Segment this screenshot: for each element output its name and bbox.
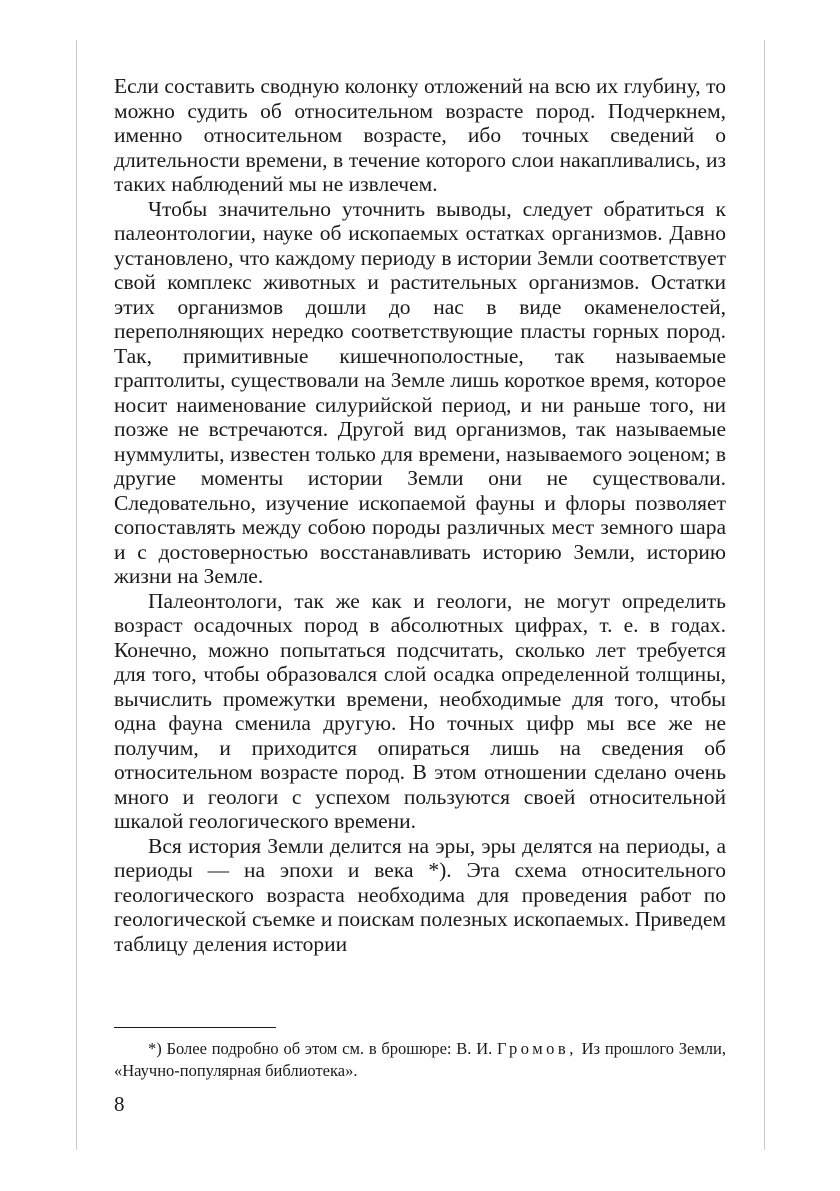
paragraph-3: Палеонтологи, так же как и геологи, не могут определить возраст осадочных пород в абсолютных цифрах, т. е. в годах. Конечно, можно попытаться подсчитать, сколько лет требуется для того, чтобы образовался слой осадка определенной толщины, вычислить промежутки времени, необходимые для того, чтобы одна фауна сменила другую. Но точных цифр мы все же не получим, и приходится опираться лишь на сведения об относительном возрасте пород. В этом отношении сделано очень много и геологи с успехом пользуются своей относительной шкалой геологического времени. (114, 588, 726, 833)
left-margin-rule (76, 40, 77, 1150)
paragraph-2: Чтобы значительно уточнить выводы, следует обратиться к палеонтологии, науке об ископаемых остатках организмов. Давно установлено, что каждому периоду в истории Земли соответствует свой комплекс животных и растительных организмов. Остатки этих организмов дошли до нас в виде окаменелостей, переполняющих нередко соответствующие пласты горных пород. Так, примитивные кишечнополостные, так называемые граптолиты, существовали на Земле лишь короткое время, которое носит наименование силурийской период, и ни раньше того, ни позже не встречаются. Другой вид организмов, так называемые нуммулиты, известен только для времени, называемого эоценом; в другие моменты истории Земли они не существовали. Следовательно, изучение ископаемой фауны и флоры позволяет сопоставлять между собою породы различных мест земного шара и с достоверностью восстанавливать историю Земли, историю жизни на Земле. (114, 196, 726, 588)
footnote-author: Громов, (497, 1039, 577, 1058)
footnote-text-end: Из прошлого Земли, «Научно-популярная библиотека». (114, 1039, 726, 1080)
right-margin-rule (764, 40, 765, 1150)
footnote-text-start: *) Более подробно об этом см. в брошюре: В. И. (148, 1039, 498, 1058)
page-number: 8 (114, 1092, 125, 1116)
footnote-divider (114, 1027, 276, 1028)
main-text (114, 74, 726, 956)
paragraph-1: Если составить сводную колонку отложений на всю их глубину, то можно судить об относительном возрасте пород. Подчеркнем, именно относительном возрасте, ибо точных сведений о длительности времени, в течение которого слои накапливались, из таких наблюдений мы не извлечем. (114, 74, 726, 196)
paragraph-4: Вся история Земли делится на эры, эры делятся на периоды, а периоды — на эпохи и века *). Эта схема относительного геологического возраста необходима для проведения работ по геологической съемке и поискам полезных ископаемых. Приведем таблицу деления истории (114, 833, 726, 956)
footnote (114, 1038, 726, 1082)
